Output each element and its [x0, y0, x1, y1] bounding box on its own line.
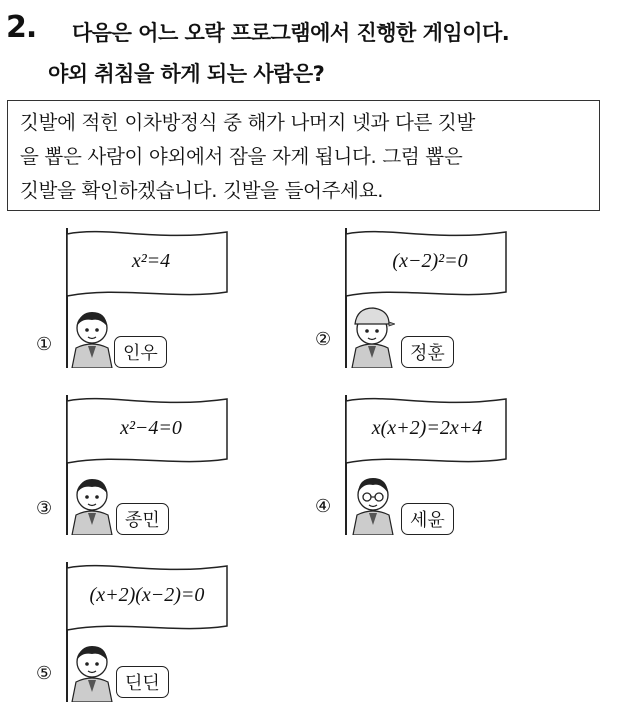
- flag-equation: (x−2)²=0: [392, 250, 468, 272]
- student-cap-avatar-icon: [349, 302, 395, 368]
- flag-equation: x²−4=0: [120, 417, 182, 439]
- option-3[interactable]: [66, 395, 286, 555]
- student-name: 정훈: [401, 336, 454, 368]
- student-name: 세윤: [401, 503, 454, 535]
- scenario-line3: 깃발을 확인하겠습니다. 깃발을 들어주세요.: [20, 179, 384, 202]
- option-5[interactable]: [66, 562, 286, 722]
- option-marker: ⑤: [36, 663, 53, 684]
- student-avatar-icon: [70, 306, 114, 368]
- option-marker: ③: [36, 498, 53, 519]
- option-4[interactable]: [345, 395, 565, 555]
- student-name: 인우: [114, 336, 167, 368]
- option-marker: ④: [315, 496, 332, 517]
- student-name: 딘딘: [116, 666, 169, 698]
- scenario-line2: 을 뽑은 사람이 야외에서 잠을 자게 됩니다. 그럼 뽑은: [20, 145, 463, 168]
- student-glasses-avatar-icon: [351, 473, 395, 535]
- question-text-line1: 다음은 어느 오락 프로그램에서 진행한 게임이다.: [72, 21, 510, 45]
- student-name: 종민: [116, 503, 169, 535]
- option-marker: ②: [315, 329, 332, 350]
- option-1[interactable]: [66, 228, 286, 388]
- option-2[interactable]: [345, 228, 565, 388]
- flag-equation: (x+2)(x−2)=0: [89, 584, 205, 606]
- flag-equation: x(x+2)=2x+4: [371, 417, 483, 439]
- question-text-line2: 야외 취침을 하게 되는 사람은?: [48, 62, 325, 86]
- question-number: 2.: [6, 10, 37, 45]
- student-avatar-icon: [70, 473, 114, 535]
- student-avatar-icon: [70, 640, 114, 702]
- scenario-line1: 깃발에 적힌 이차방정식 중 해가 나머지 넷과 다른 깃발: [20, 111, 476, 134]
- option-marker: ①: [36, 334, 53, 355]
- flag-equation: x²=4: [131, 250, 171, 272]
- scenario-box: [7, 100, 600, 211]
